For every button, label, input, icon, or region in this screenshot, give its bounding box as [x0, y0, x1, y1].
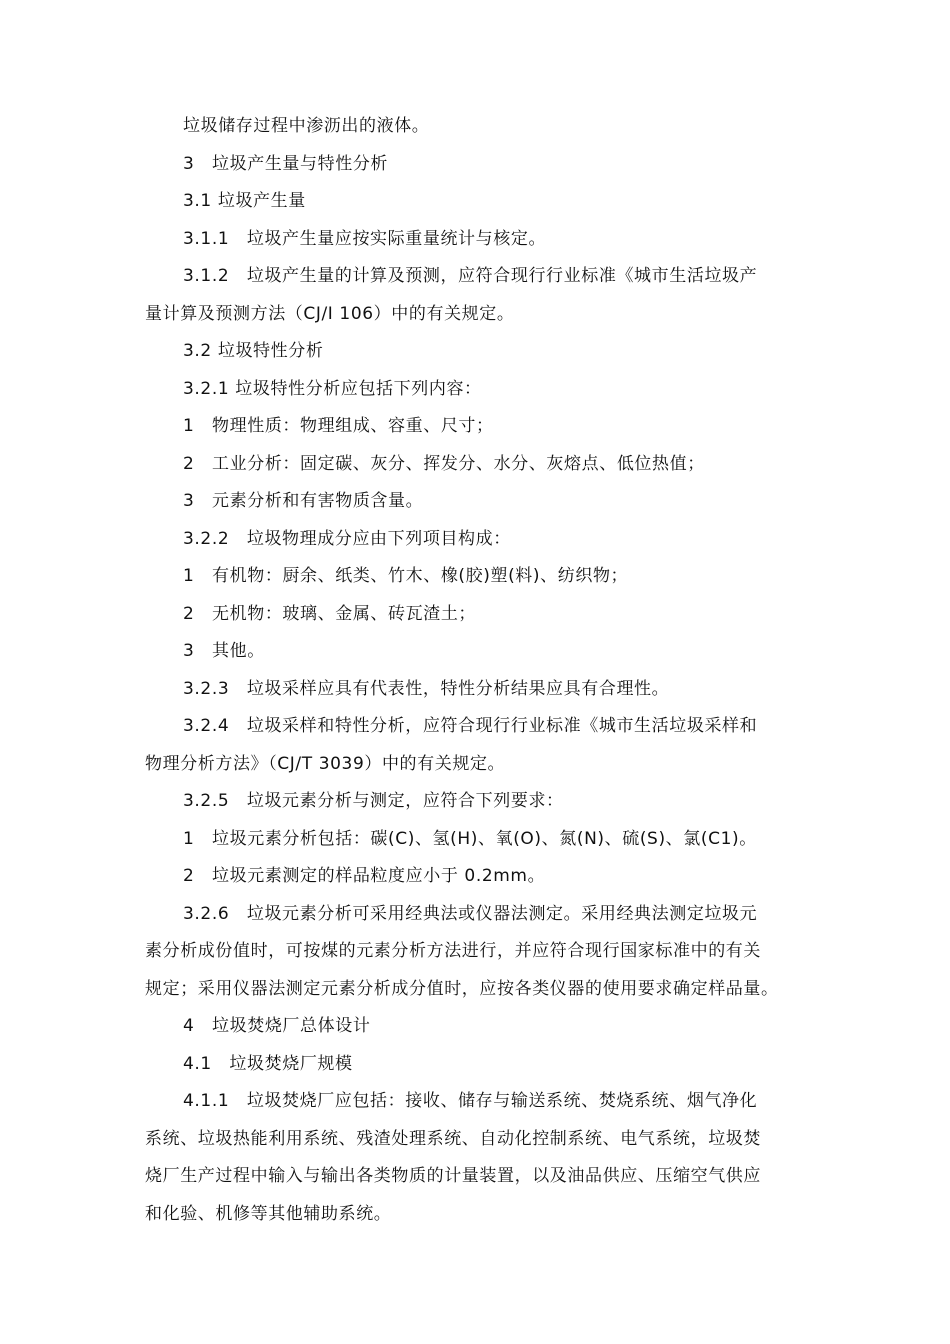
text-line: 系统、垃圾热能利用系统、残渣处理系统、自动化控制系统、电气系统，垃圾焚: [145, 1128, 761, 1149]
text-line: 3.1.2 垃圾产生量的计算及预测，应符合现行行业标准《城市生活垃圾产: [183, 266, 758, 286]
document-body: [145, 108, 810, 1233]
text-line: 烧厂生产过程中输入与输出各类物质的计量装置，以及油品供应、压缩空气供应: [145, 1166, 761, 1186]
text-line: 量计算及预测方法（CJ/I 106）中的有关规定。: [145, 303, 515, 324]
text-line: 2 无机物：玻璃、金属、砖瓦渣土；: [183, 603, 477, 624]
text-line: 4.1 垃圾焚烧厂规模: [183, 1053, 353, 1074]
text-line: 规定；采用仪器法测定元素分析成分值时，应按各类仪器的使用要求确定样品量。: [145, 978, 779, 999]
text-line: 4.1.1 垃圾焚烧厂应包括：接收、储存与输送系统、焚烧系统、烟气净化: [183, 1091, 758, 1111]
text-line: 垃圾储存过程中渗沥出的液体。: [183, 116, 430, 136]
text-line: 1 垃圾元素分析包括：碳(C)、氢(H)、氧(O)、氮(N)、硫(S)、氯(C1)。: [183, 828, 757, 849]
text-line: 2 垃圾元素测定的样品粒度应小于 0.2mm。: [183, 866, 546, 886]
text-line: 3.2 垃圾特性分析: [183, 341, 324, 361]
text-line: 3.1.1 垃圾产生量应按实际重量统计与核定。: [183, 228, 547, 249]
text-line: 3.2.5 垃圾元素分析与测定，应符合下列要求：: [183, 791, 564, 811]
text-line: 3.2.2 垃圾物理成分应由下列项目构成：: [183, 528, 511, 549]
text-line: 3.1 垃圾产生量: [183, 191, 306, 211]
text-line: 3 其他。: [183, 641, 265, 661]
text-line: 3 元素分析和有害物质含量。: [183, 491, 424, 511]
text-line: 和化验、机修等其他辅助系统。: [145, 1203, 392, 1224]
text-line: 物理分析方法》（CJ/T 3039）中的有关规定。: [145, 753, 506, 774]
text-line: 3 垃圾产生量与特性分析: [183, 153, 389, 174]
text-line: 3.2.6 垃圾元素分析可采用经典法或仪器法测定。采用经典法测定垃圾元: [183, 903, 758, 924]
text-line: 3.2.4 垃圾采样和特性分析，应符合现行行业标准《城市生活垃圾采样和: [183, 716, 758, 736]
text-line: 4 垃圾焚烧厂总体设计: [183, 1016, 371, 1036]
text-line: 2 工业分析：固定碳、灰分、挥发分、水分、灰熔点、低位热值；: [183, 453, 705, 474]
text-line: 3.2.1 垃圾特性分析应包括下列内容：: [183, 378, 482, 399]
text-line: 1 物理性质：物理组成、容重、尺寸；: [183, 416, 494, 436]
text-line: 1 有机物：厨余、纸类、竹木、橡(胶)塑(料)、纺织物；: [183, 566, 629, 586]
text-line: 素分析成份值时，可按煤的元素分析方法进行，并应符合现行国家标准中的有关: [145, 941, 761, 961]
text-line: 3.2.3 垃圾采样应具有代表性，特性分析结果应具有合理性。: [183, 678, 670, 699]
